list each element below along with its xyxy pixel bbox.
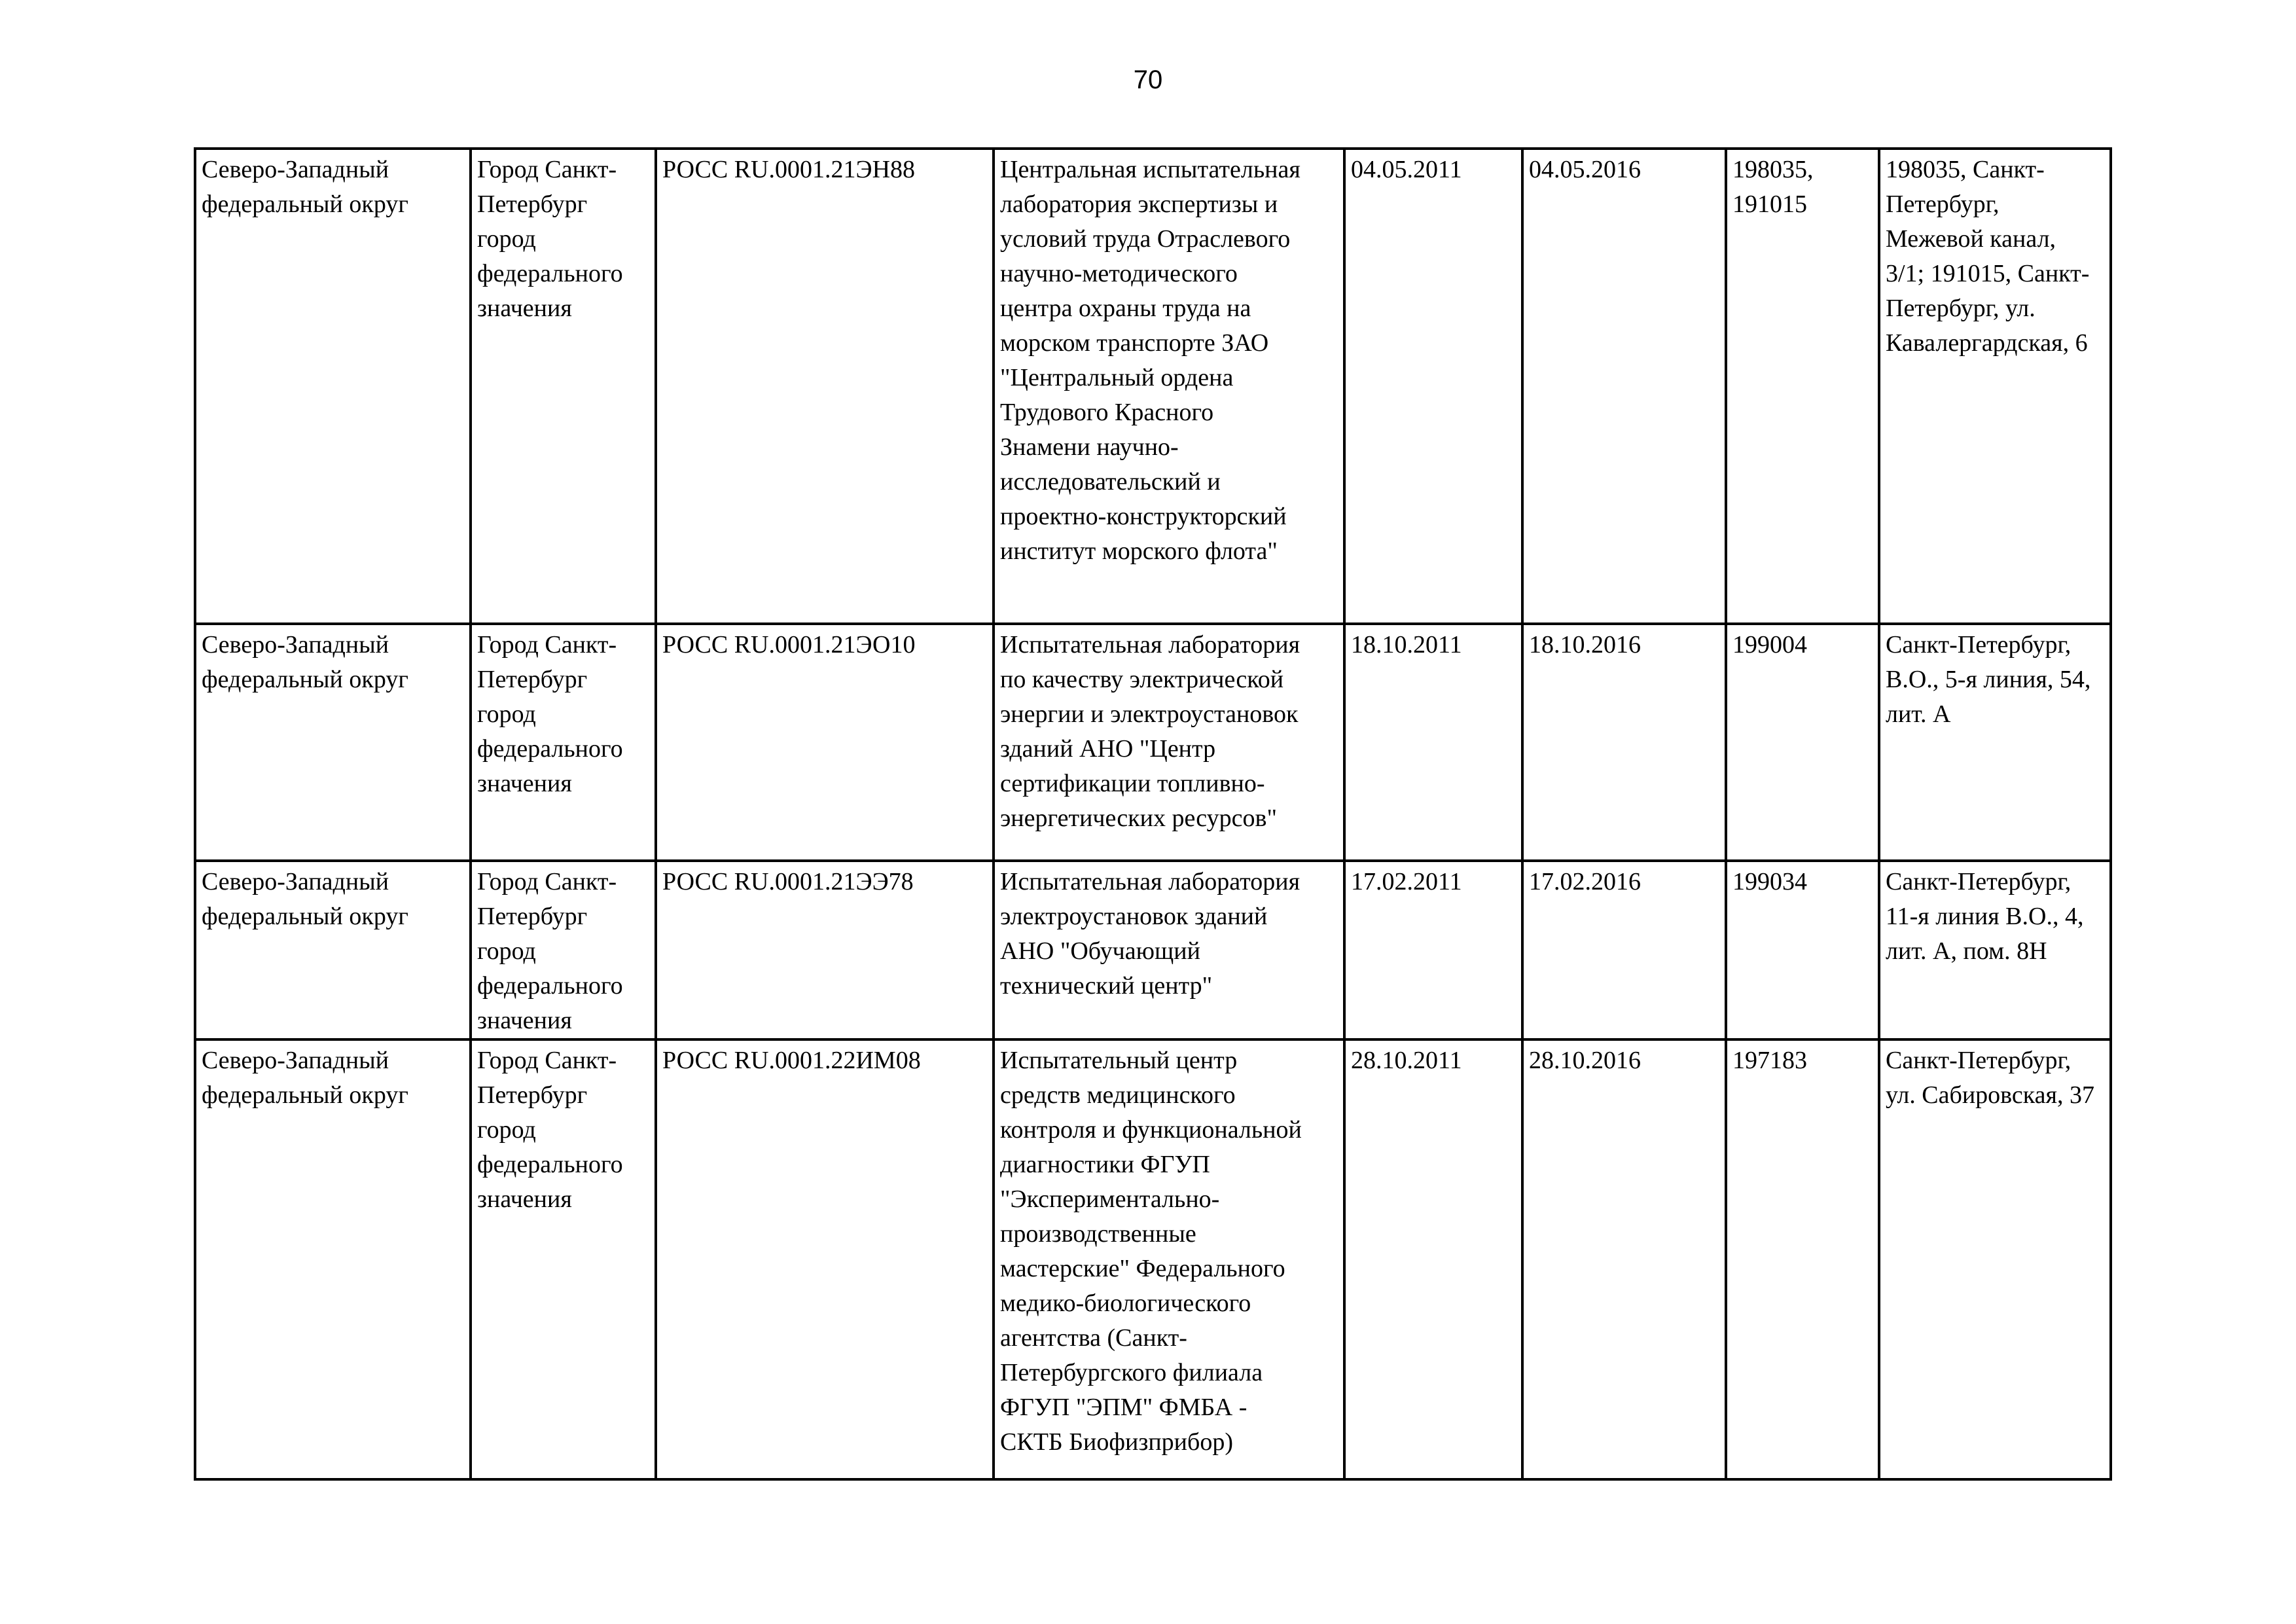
laboratory-name-cell: [994, 1039, 1344, 1479]
table-row: [195, 861, 2111, 1039]
expiry-date-text: 17.02.2016: [1529, 868, 1641, 895]
city-cell: [471, 861, 656, 1039]
laboratory-name-cell: [994, 624, 1344, 861]
region-cell: [195, 149, 471, 624]
laboratory-name-text: Испытательная лаборатория электроустановок зданий АНО "Обучающий технический центр": [1000, 868, 1300, 1000]
postal-index-cell: [1726, 624, 1879, 861]
accreditation-registry-table: [194, 147, 2112, 1481]
city-cell: [471, 149, 656, 624]
expiry-date-cell: [1522, 149, 1726, 624]
issue-date-text: 04.05.2011: [1351, 156, 1462, 183]
city-cell: [471, 624, 656, 861]
address-text: 198035, Санкт- Петербург, Межевой канал, 3/1; 191015, Санкт- Петербург, ул. Кавалергардская, 6: [1886, 156, 2090, 357]
certificate-number-text: РОСС RU.0001.21ЭО10: [662, 631, 916, 659]
address-text: Санкт-Петербург, В.О., 5-я линия, 54, лит. А: [1886, 631, 2091, 728]
postal-index-cell: [1726, 149, 1879, 624]
issue-date-cell: [1344, 149, 1522, 624]
city-text: Город Санкт- Петербург город федерального значения: [477, 868, 623, 1034]
page-number: 70: [1133, 65, 1163, 94]
certificate-number-text: РОСС RU.0001.22ИМ08: [662, 1047, 921, 1074]
issue-date-text: 28.10.2011: [1351, 1047, 1462, 1074]
issue-date-cell: [1344, 1039, 1522, 1479]
region-cell: [195, 861, 471, 1039]
certificate-number-cell: [656, 1039, 994, 1479]
laboratory-name-cell: [994, 861, 1344, 1039]
city-text: Город Санкт- Петербург город федерального значения: [477, 156, 623, 322]
city-text: Город Санкт- Петербург город федерального значения: [477, 1047, 623, 1213]
table-row: [195, 149, 2111, 624]
issue-date-cell: [1344, 861, 1522, 1039]
postal-index-cell: [1726, 1039, 1879, 1479]
address-text: Санкт-Петербург, 11-я линия В.О., 4, лит. А, пом. 8Н: [1886, 868, 2084, 965]
issue-date-text: 18.10.2011: [1351, 631, 1462, 659]
address-cell: [1879, 149, 2111, 624]
postal-index-text: 197183: [1732, 1047, 1807, 1074]
region-text: Северо-Западный федеральный округ: [202, 631, 408, 693]
certificate-number-text: РОСС RU.0001.21ЭН88: [662, 156, 916, 183]
region-cell: [195, 624, 471, 861]
address-cell: [1879, 624, 2111, 861]
address-cell: [1879, 861, 2111, 1039]
issue-date-text: 17.02.2011: [1351, 868, 1462, 895]
postal-index-text: 199004: [1732, 631, 1807, 659]
laboratory-name-text: Центральная испытательная лаборатория экспертизы и условий труда Отраслевого научно-методического центра охраны труда на морском транспорте ЗАО "Центральный ордена Трудового Красного Знамени научно- исследовательский и проектно-конструкторский институт морского флота": [1000, 156, 1300, 565]
region-text: Северо-Западный федеральный округ: [202, 1047, 408, 1109]
laboratory-name-text: Испытательная лаборатория по качеству электрической энергии и электроустановок зданий АНО "Центр сертификации топливно- энергетических ресурсов": [1000, 631, 1300, 832]
region-text: Северо-Западный федеральный округ: [202, 868, 408, 930]
expiry-date-cell: [1522, 624, 1726, 861]
expiry-date-cell: [1522, 1039, 1726, 1479]
city-cell: [471, 1039, 656, 1479]
certificate-number-cell: [656, 624, 994, 861]
table-row: [195, 1039, 2111, 1479]
region-cell: [195, 1039, 471, 1479]
city-text: Город Санкт- Петербург город федерального значения: [477, 631, 623, 797]
region-text: Северо-Западный федеральный округ: [202, 156, 408, 218]
laboratory-name-cell: [994, 149, 1344, 624]
certificate-number-cell: [656, 149, 994, 624]
certificate-number-cell: [656, 861, 994, 1039]
table-body: [195, 149, 2111, 1479]
expiry-date-text: 04.05.2016: [1529, 156, 1641, 183]
postal-index-cell: [1726, 861, 1879, 1039]
expiry-date-text: 18.10.2016: [1529, 631, 1641, 659]
address-cell: [1879, 1039, 2111, 1479]
address-text: Санкт-Петербург, ул. Сабировская, 37: [1886, 1047, 2094, 1109]
certificate-number-text: РОСС RU.0001.21ЭЭ78: [662, 868, 914, 895]
postal-index-text: 198035, 191015: [1732, 156, 1814, 218]
postal-index-text: 199034: [1732, 868, 1807, 895]
table-row: [195, 624, 2111, 861]
laboratory-name-text: Испытательный центр средств медицинского контроля и функциональной диагностики ФГУП "Экспериментально- производственные мастерские" Федерального медико-биологического агентства (Санкт- Петербургского филиала ФГУП "ЭПМ" ФМБА - СКТБ Биофизприбор): [1000, 1047, 1302, 1456]
expiry-date-text: 28.10.2016: [1529, 1047, 1641, 1074]
issue-date-cell: [1344, 624, 1522, 861]
expiry-date-cell: [1522, 861, 1726, 1039]
